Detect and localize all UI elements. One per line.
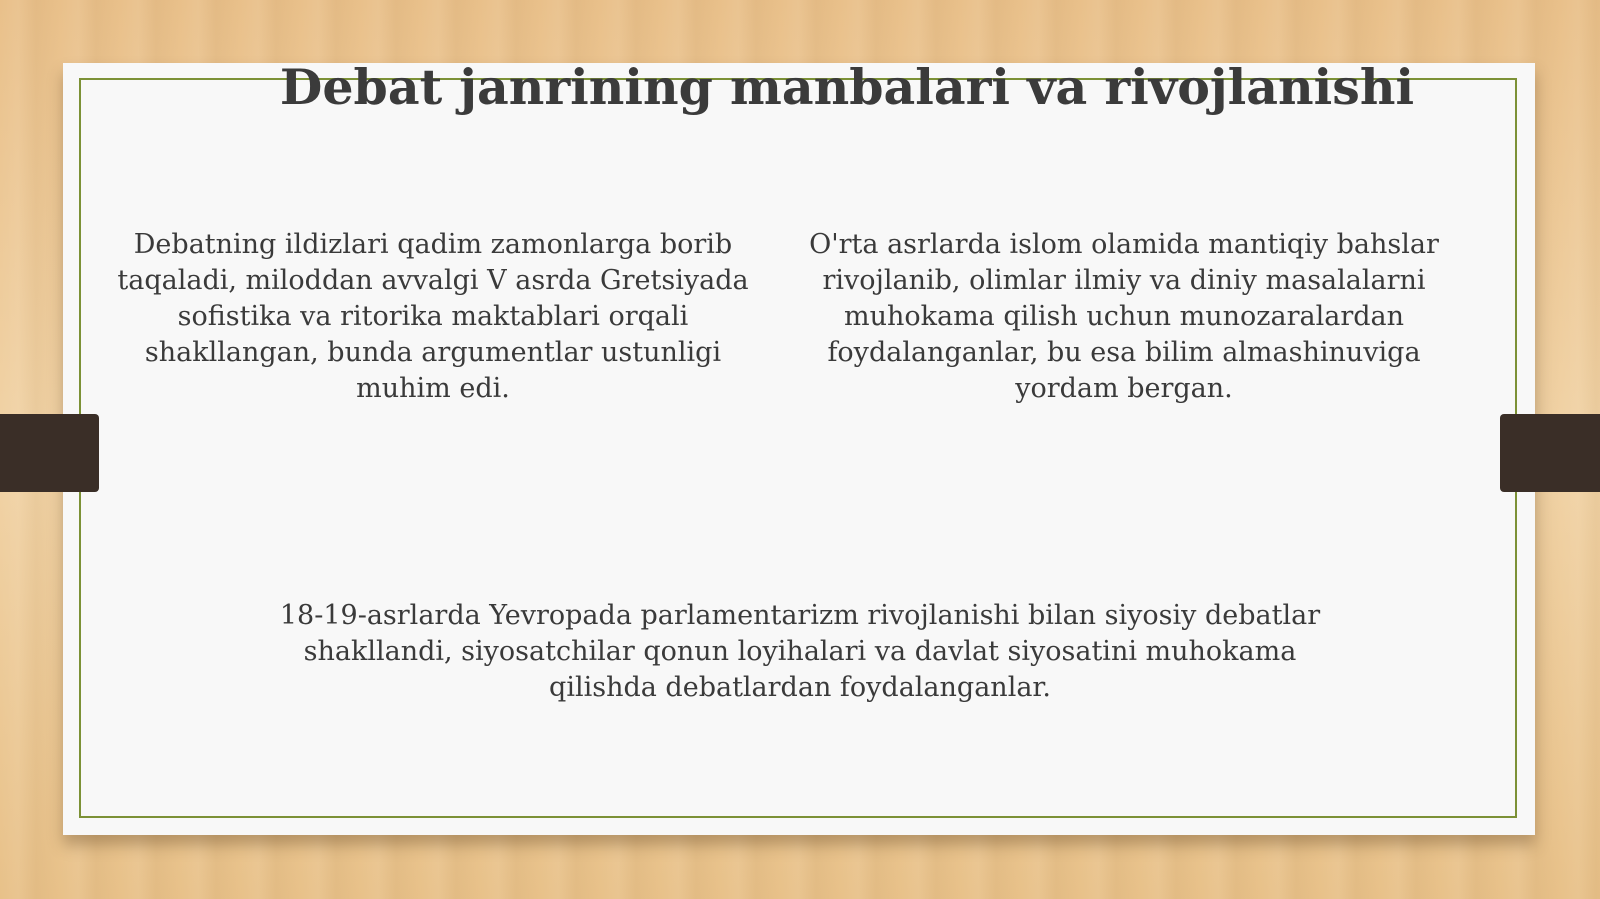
slide-frame-border	[79, 78, 1517, 818]
slide-title: Debat janrining manbalari va rivojlanishi	[279, 58, 1415, 116]
left-binder-clip	[0, 414, 99, 492]
paragraph-ancient-greece: Debatning ildizlari qadim zamonlarga borib taqaladi, miloddan avvalgi V asrda Gretsiyada sofistika va ritorika maktablari orqali shakllangan, bunda argumentlar ustunligi muhim edi.	[117, 229, 749, 404]
paragraph-middle-ages: O'rta asrlarda islom olamida mantiqiy bahslar rivojlanib, olimlar ilmiy va diniy masalalarni muhokama qilish uchun munozaralardan foydalanganlar, bu esa bilim almashinuviga yordam bergan.	[809, 229, 1439, 404]
right-binder-clip	[1500, 414, 1600, 492]
paragraph-modern-europe: 18-19-asrlarda Yevropada parlamentarizm rivojlanishi bilan siyosiy debatlar shakllandi, siyosatchilar qonun loyihalari va davlat siyosatini muhokama qilishda debatlardan foydalanganlar.	[279, 600, 1321, 703]
